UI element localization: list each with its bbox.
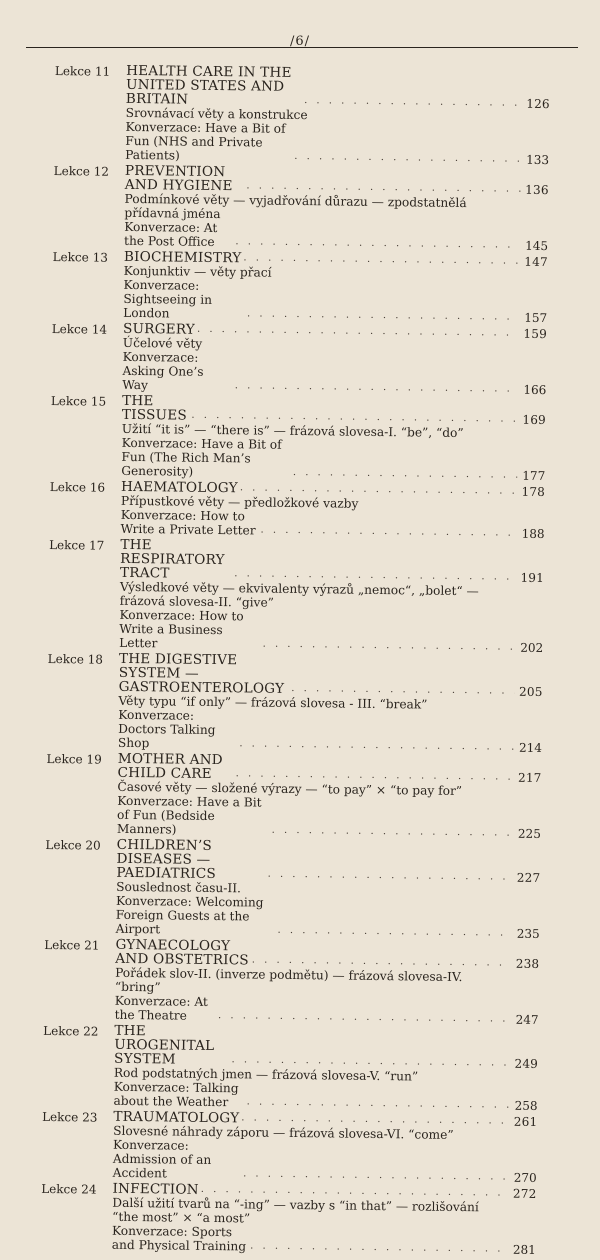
- dot-leader: [272, 824, 513, 841]
- entry-text: Konverzace: Admission of an Accident: [113, 1138, 242, 1182]
- page-ref: 281: [510, 1243, 536, 1257]
- dot-leader: [304, 94, 522, 111]
- lesson-block: [0, 62, 600, 167]
- lesson-block: [0, 536, 594, 655]
- lesson-block: [0, 1108, 587, 1185]
- toc-entry: [115, 994, 539, 1027]
- dot-leader: [235, 235, 520, 252]
- toc-entry: [112, 1224, 536, 1257]
- lesson-label: Lekce 14: [0, 321, 107, 336]
- entry-text: Konverzace: Doctors Talking Shop: [118, 708, 238, 751]
- entry-text: Konverzace: Asking One’s Way: [122, 350, 233, 393]
- dot-leader: [218, 1009, 511, 1027]
- page-ref: 272: [510, 1187, 536, 1201]
- dot-leader: [243, 1167, 509, 1184]
- lesson-title: [126, 64, 550, 111]
- page-ref: 225: [515, 827, 541, 841]
- lesson-label: Lekce 15: [0, 393, 106, 408]
- entry-text: THE RESPIRATORY TRACT: [120, 538, 233, 581]
- entry-text: Konverzace: Have a Bit of Fun (Bedside Manners): [117, 794, 270, 838]
- entry-text: Užití “it is” — “there is” — frázová slovesa-I. “be”, “do”: [122, 422, 464, 440]
- page-ref: 227: [514, 871, 540, 885]
- page-ref: 202: [517, 641, 543, 655]
- page-ref: 238: [513, 957, 539, 971]
- lesson-label: Lekce 24: [0, 1181, 97, 1196]
- dot-leader: [277, 924, 511, 941]
- entry-text: HEALTH CARE IN THE UNITED STATES AND BRITAIN: [126, 64, 303, 108]
- toc-entry: [124, 220, 548, 253]
- lesson-block: [0, 1180, 587, 1257]
- entry-text: THE TISSUES: [122, 394, 190, 423]
- entry-text: INFECTION: [112, 1182, 198, 1197]
- header-rule: [26, 47, 578, 48]
- lesson-label: Lekce 12: [0, 163, 109, 178]
- page-ref: 258: [511, 1099, 537, 1113]
- lesson-label: Lekce 17: [0, 537, 104, 552]
- entry-text: Přípustkové věty — předložkové vazby: [121, 494, 359, 511]
- lesson-block: [0, 650, 593, 755]
- lesson-title: [120, 538, 544, 585]
- entry-text: Srovnávací věty a konstrukce: [126, 106, 308, 122]
- page-ref: 178: [519, 485, 545, 499]
- lesson-label: Lekce 23: [0, 1109, 97, 1124]
- lesson-title: [119, 652, 543, 699]
- lesson-label: Lekce 16: [0, 479, 105, 494]
- entry-text: Konverzace: At the Post Office: [124, 220, 234, 249]
- entry-text: Věty typu “if only” — frázová slovesa - III. “break”: [118, 694, 427, 712]
- toc-entry: [118, 708, 542, 755]
- entry-text: Časové věty — složené výrazy — “to pay” × “to pay for”: [117, 780, 462, 798]
- entry-text: Pořádek slov-II. (inverze podmětu) — frázová slovesa-IV. “bring”: [115, 966, 503, 999]
- dot-leader: [235, 379, 519, 396]
- lesson-title: [114, 1024, 538, 1071]
- page-ref: 217: [515, 771, 541, 785]
- toc-entry: [123, 278, 547, 325]
- entry-text: Výsledkové věty — ekvivalenty výrazů „nemoc“, „bolet“ — frázová slovesa-II. “give”: [120, 580, 508, 613]
- entry-text: Konverzace: How to Write a Business Letter: [119, 608, 261, 652]
- entry-text: Rod podstatných jmen — frázová slovesa-V. “run”: [114, 1066, 418, 1084]
- entry-text: Další užití tvarů na “-ing” — vazby s “in that” — rozlišování “the most” × “a most”: [112, 1196, 500, 1229]
- lesson-block: [0, 392, 596, 483]
- lesson-label: Lekce 20: [0, 837, 101, 852]
- entry-text: Účelové věty: [123, 336, 203, 351]
- page-ref: 247: [513, 1013, 539, 1027]
- entry-text: Podmínkové věty — vyjadřování důrazu — zpodstatnělá přídavná jména: [124, 192, 512, 225]
- table-of-contents: [0, 62, 600, 1259]
- entry-text: Souslednost času-II.: [116, 880, 241, 896]
- entry-text: BIOCHEMISTRY: [124, 250, 242, 265]
- lesson-block: [0, 936, 590, 1027]
- lesson-block: [0, 320, 597, 397]
- entry-text: Konverzace: Sports and Physical Training: [112, 1224, 249, 1254]
- lesson-block: [0, 248, 598, 325]
- entry-text: THE DIGESTIVE SYSTEM — GASTROENTEROLOGY: [119, 652, 290, 696]
- toc-entry: [120, 508, 544, 541]
- entry-text: Konverzace: Have a Bit of Fun (The Rich Man’s Generosity): [121, 436, 291, 480]
- dot-leader: [247, 307, 519, 324]
- dot-leader: [247, 1095, 510, 1112]
- page-ref: 177: [519, 469, 545, 483]
- dot-leader: [263, 638, 516, 655]
- page-ref: 270: [511, 1171, 537, 1185]
- lesson-label: Lekce 19: [0, 751, 102, 766]
- lesson-label: Lekce 22: [0, 1023, 99, 1038]
- toc-entry: [116, 894, 540, 941]
- page-number: /6/: [0, 34, 600, 49]
- page-ref: 205: [517, 685, 543, 699]
- entry-text: Konverzace: Sightseeing in London: [123, 278, 245, 321]
- lesson-label: Lekce 21: [0, 937, 100, 952]
- entry-text: Konjunktiv — věty přací: [124, 264, 272, 280]
- entry-text: Konverzace: Talking about the Weather: [114, 1080, 245, 1110]
- page-ref: 169: [520, 413, 546, 427]
- page-ref: 157: [521, 311, 547, 325]
- lesson-block: [0, 750, 592, 841]
- entry-text: PREVENTION AND HYGIENE: [125, 164, 245, 193]
- toc-entry: [121, 436, 545, 483]
- entry-text: THE UROGENITAL SYSTEM: [114, 1024, 230, 1067]
- dot-leader: [293, 466, 518, 483]
- page-ref: 136: [523, 183, 549, 197]
- page-ref: 145: [522, 239, 548, 253]
- entry-text: Slovesné náhrady záporu — frázová slovesa-VI. “come”: [113, 1124, 454, 1142]
- lesson-label: Lekce 13: [0, 249, 108, 264]
- page-ref: 133: [523, 153, 549, 167]
- page-ref: 188: [518, 527, 544, 541]
- toc-entry: [117, 794, 541, 841]
- entry-text: MOTHER AND CHILD CARE: [118, 752, 234, 781]
- entry-text: SURGERY: [123, 322, 195, 337]
- page-ref: 126: [524, 97, 550, 111]
- page-ref: 235: [514, 927, 540, 941]
- dot-leader: [250, 1239, 508, 1256]
- dot-leader: [268, 868, 513, 885]
- page-ref: 214: [516, 741, 542, 755]
- lesson-block: [0, 836, 591, 941]
- entry-text: GYNAECOLOGY AND OBSTETRICS: [115, 938, 250, 968]
- entry-text: HAEMATOLOGY: [121, 480, 238, 495]
- toc-entry: [125, 120, 549, 167]
- toc-entry: [114, 1080, 538, 1113]
- entry-text: Konverzace: Welcoming Foreign Guests at the Airport: [116, 894, 276, 938]
- entry-text: TRAUMATOLOGY: [113, 1110, 239, 1126]
- page-ref: 159: [521, 327, 547, 341]
- page-ref: 191: [518, 571, 544, 585]
- lesson-block: [0, 1022, 588, 1113]
- dot-leader: [260, 524, 516, 541]
- entry-text: Konverzace: At the Theatre: [115, 994, 217, 1023]
- toc-entry: [122, 350, 546, 397]
- lesson-block: [0, 162, 599, 253]
- entry-text: Konverzace: Have a Bit of Fun (NHS and Private Patients): [125, 120, 293, 164]
- toc-entry: [119, 608, 543, 655]
- lesson-block: [0, 478, 595, 541]
- toc-entry: [113, 1138, 537, 1185]
- entry-text: CHILDREN’S DISEASES — PAEDIATRICS: [116, 838, 266, 882]
- page-ref: 261: [511, 1115, 537, 1129]
- page-ref: 249: [512, 1057, 538, 1071]
- dot-leader: [294, 150, 521, 167]
- page-ref: 147: [522, 255, 548, 269]
- lesson-label: Lekce 18: [0, 651, 103, 666]
- lesson-title: [116, 838, 540, 885]
- page-ref: 166: [520, 383, 546, 397]
- entry-text: Konverzace: How to Write a Private Letter: [120, 508, 258, 538]
- dot-leader: [239, 737, 514, 754]
- lesson-label: Lekce 11: [0, 63, 110, 78]
